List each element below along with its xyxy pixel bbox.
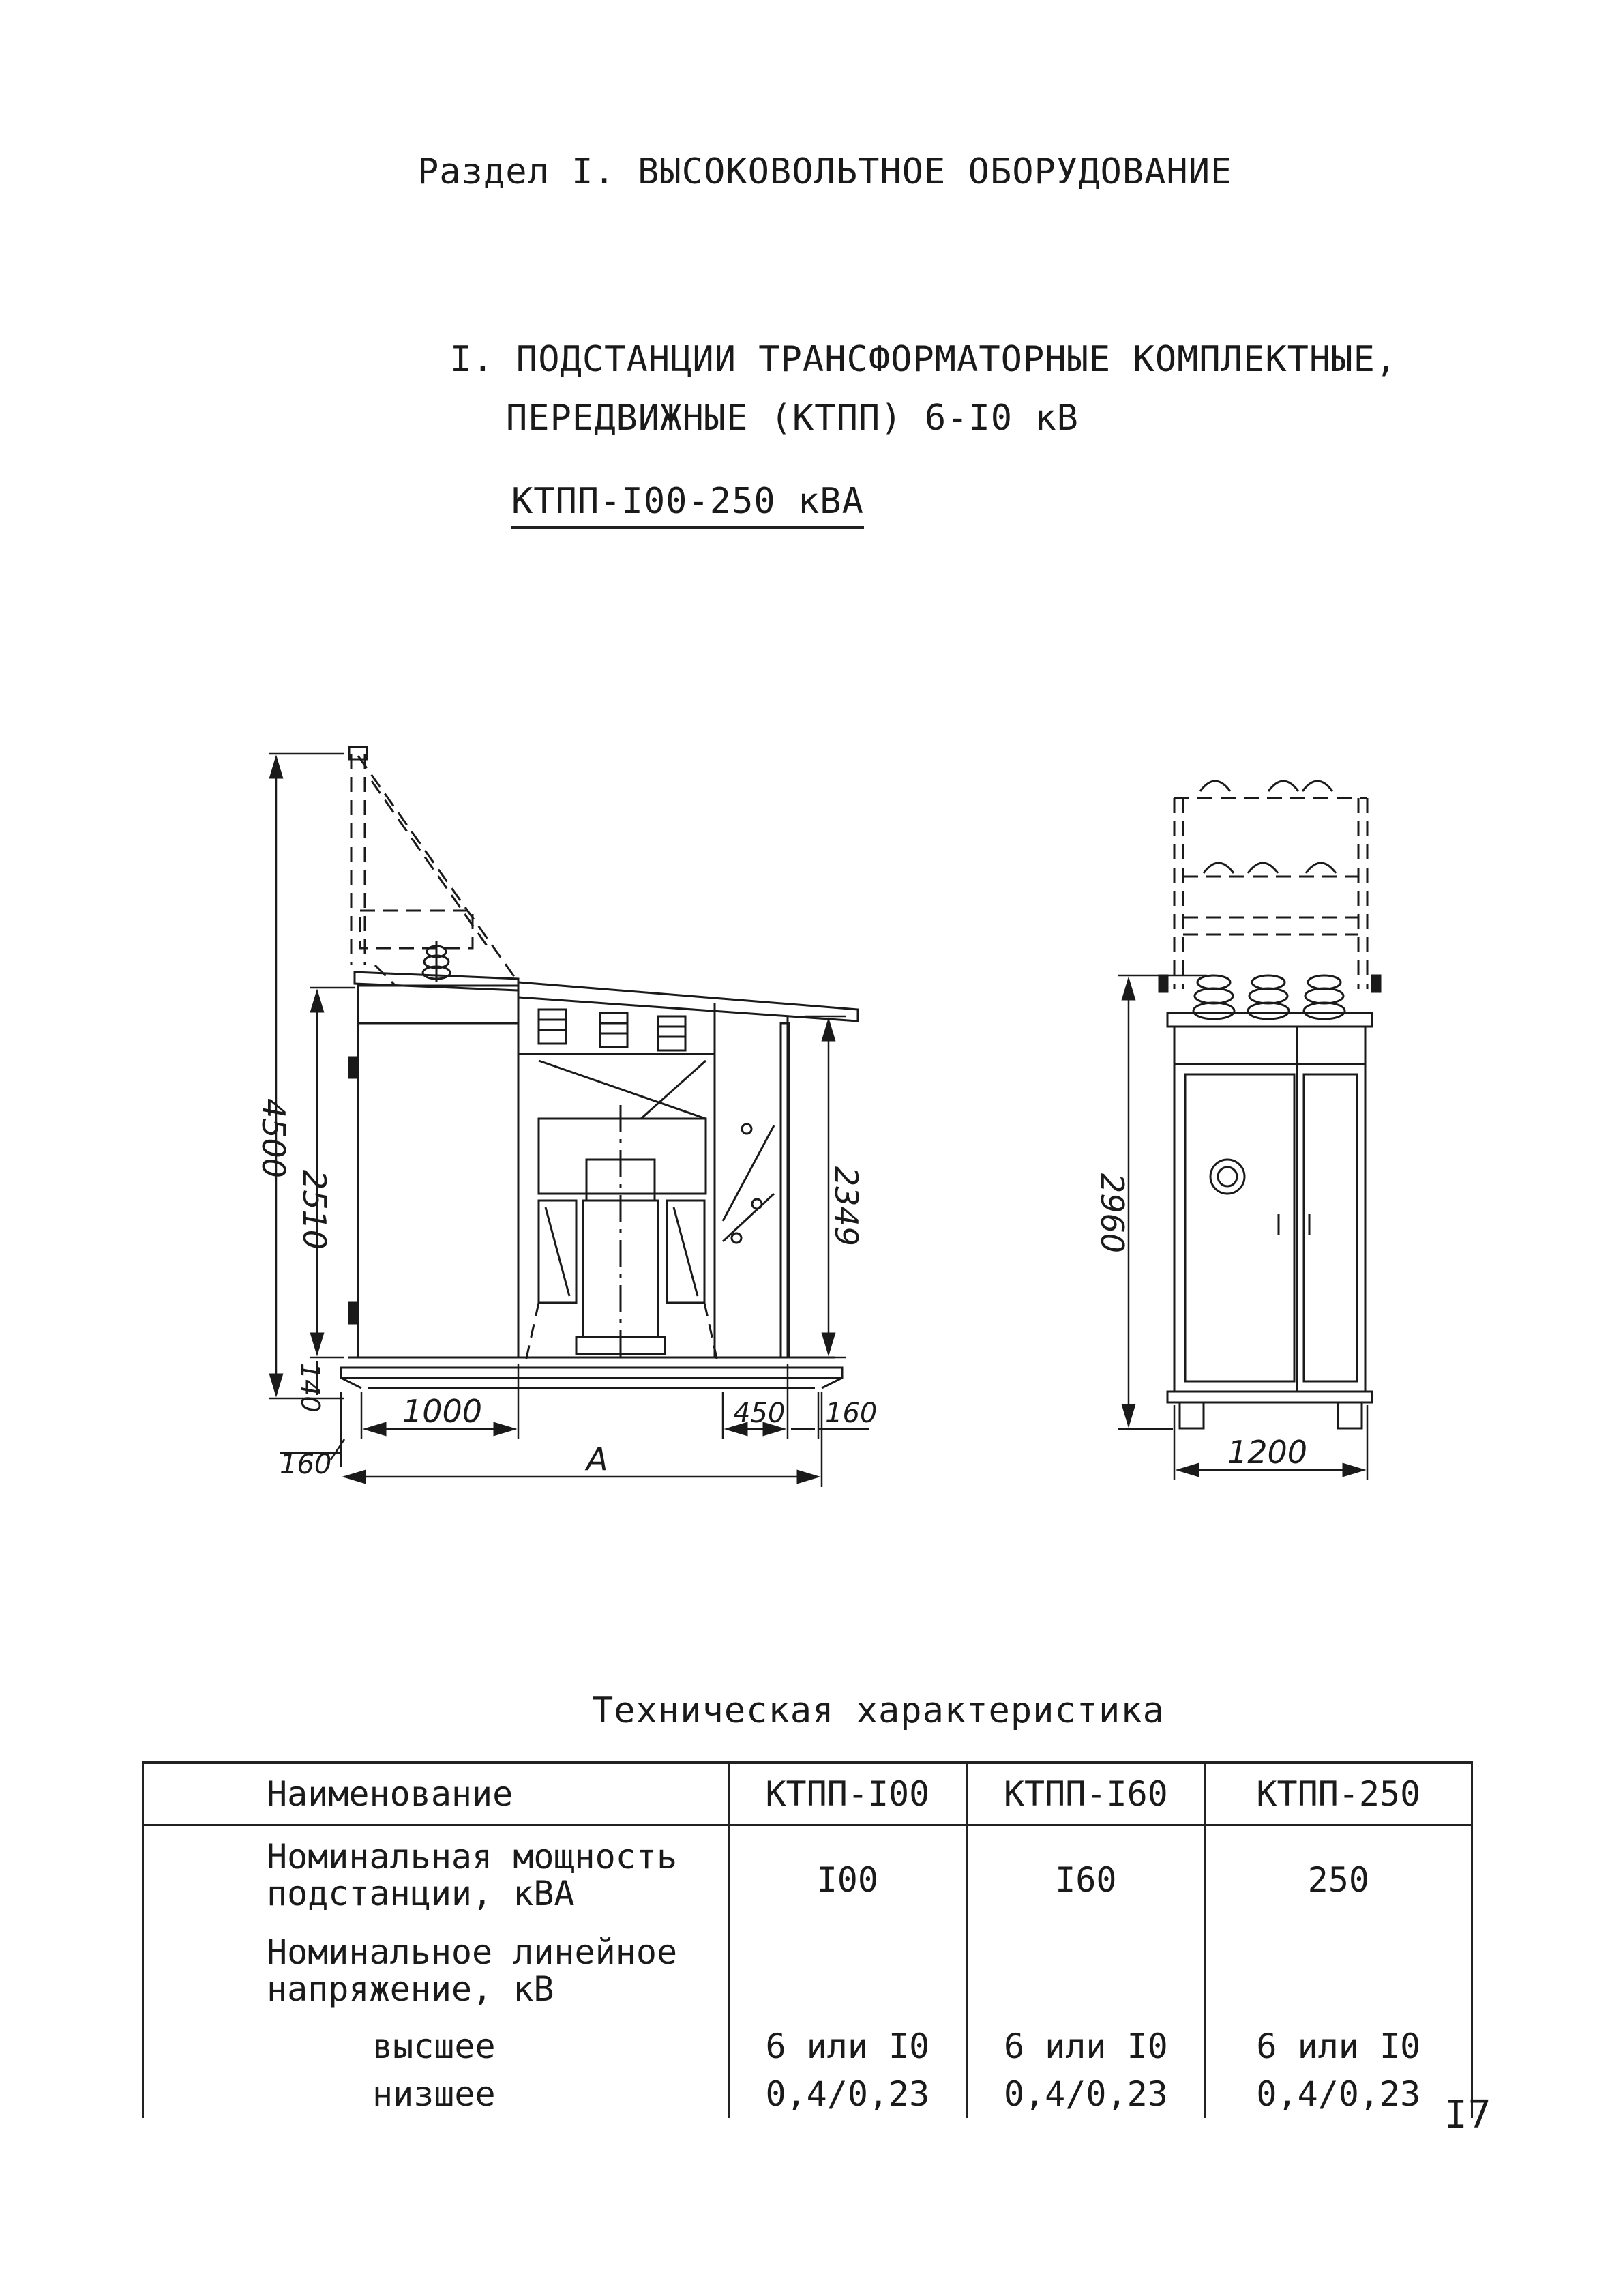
model-range-title: КТПП-I00-250 кВА: [511, 481, 864, 529]
dim-right-height: 2349: [828, 1166, 865, 1247]
subsection-title-line1: I. ПОДСТАНЦИИ ТРАНСФОРМАТОРНЫЕ КОМПЛЕКТНЫЕ,: [450, 339, 1398, 380]
dim-left-offset: 160: [280, 1449, 332, 1480]
dim-body-height: 2510: [296, 1170, 333, 1250]
page-number: I7: [1444, 2093, 1492, 2137]
transformer-top: [539, 1119, 706, 1194]
row-voltage-label-line2: напряжение, кВ: [267, 1969, 554, 2009]
raised-insulators-outline: [1174, 798, 1367, 989]
front-view-drawing: [1159, 781, 1380, 1428]
dim-length: А: [586, 1441, 608, 1477]
raised-insulator-caps: [1200, 781, 1336, 873]
front-door-dial: [1210, 1160, 1244, 1194]
cell-low-250: 0,4/0,23: [1205, 2070, 1472, 2118]
front-view-dimensions: [1118, 975, 1367, 1480]
header-name: Наименование: [143, 1763, 729, 1825]
table-row-voltage: [143, 1927, 1472, 2022]
table-row-power: [143, 1825, 1472, 1928]
dim-base-height: 140: [295, 1363, 325, 1413]
roof-vents: [539, 1010, 685, 1050]
row-voltage-label-line1: Номинальное линейное: [267, 1932, 678, 1972]
front-door-right: [1304, 1074, 1357, 1381]
row-high-label: высшее: [143, 2022, 729, 2070]
subsection-title-line2: ПЕРЕДВИЖНЫЕ (КТПП) 6-I0 кВ: [506, 398, 1079, 439]
cell-high-100: 6 или I0: [728, 2022, 967, 2070]
cell-low-100: 0,4/0,23: [728, 2070, 967, 2118]
front-wheel-right: [1338, 1402, 1362, 1428]
cell-voltage-100: [728, 1927, 967, 2022]
cell-voltage-250: [1205, 1927, 1472, 2022]
row-voltage-label: [143, 1927, 729, 2022]
cell-high-160: 6 или I0: [967, 2022, 1206, 2070]
dim-front-height: 2960: [1094, 1173, 1131, 1254]
header-ktpp-250: КТПП-250: [1205, 1763, 1472, 1825]
dim-front-width: 1200: [1227, 1434, 1308, 1471]
front-base: [1167, 1392, 1372, 1402]
table-caption: Техническая характеристика: [592, 1690, 1165, 1731]
right-roof: [518, 982, 858, 1021]
cell-low-160: 0,4/0,23: [967, 2070, 1206, 2118]
dim-total-height: 4500: [255, 1098, 292, 1179]
side-view-drawing: [341, 747, 858, 1388]
front-wheel-left: [1180, 1402, 1204, 1428]
row-power-label-line2: подстанции, кВА: [267, 1874, 575, 1913]
cell-voltage-160: [967, 1927, 1206, 2022]
header-ktpp-160: КТПП-I60: [967, 1763, 1206, 1825]
table-row-low-voltage: [143, 2070, 1472, 2118]
dim-right-offset: 160: [825, 1398, 878, 1429]
dim-left-section: 1000: [402, 1393, 483, 1430]
row-power-label: [143, 1825, 729, 1928]
raised-mast-outline: [351, 754, 518, 986]
header-ktpp-100: КТПП-I00: [728, 1763, 967, 1825]
dim-right-section: 450: [733, 1398, 786, 1429]
row-power-label-line1: Номинальная мощность: [267, 1837, 678, 1876]
row-low-label: низшее: [143, 2070, 729, 2118]
cell-high-250: 6 или I0: [1205, 2022, 1472, 2070]
section-title: Раздел I. ВЫСОКОВОЛЬТНОЕ ОБОРУДОВАНИЕ: [417, 151, 1233, 192]
table-header-row: [143, 1763, 1472, 1825]
table-row-high-voltage: [143, 2022, 1472, 2070]
front-body: [1174, 1027, 1365, 1392]
cell-power-160: I60: [967, 1825, 1206, 1928]
spec-table: [142, 1761, 1473, 2118]
cell-power-100: I00: [728, 1825, 967, 1928]
cell-power-250: 250: [1205, 1825, 1472, 1928]
hv-cabinet: [358, 986, 518, 1357]
skid-base: [341, 1368, 842, 1378]
